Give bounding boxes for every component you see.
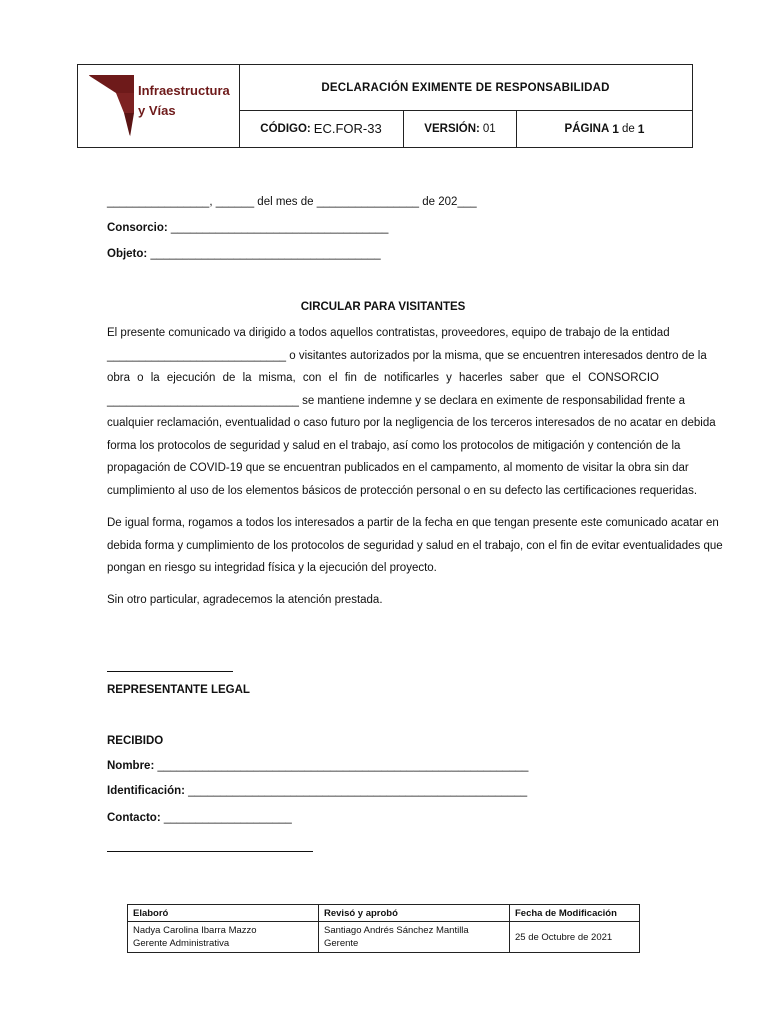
date-line[interactable]: ________________, ______ del mes de ________________ de 202___ xyxy=(107,196,477,208)
signature-line[interactable] xyxy=(107,671,233,672)
paragraph-line: propagación de COVID-19 que se encuentran publicados en el campamento, al momento de visitar la obra sin dar xyxy=(107,462,689,474)
code-value: EC.FOR-33 xyxy=(313,121,382,136)
header-fecha: Fecha de Modificación xyxy=(510,905,640,922)
paragraph-line: ______________________________ se mantiene indemne y se declara en eximente de responsabilidad frente a xyxy=(107,394,685,407)
fecha-cell: 25 de Octubre de 2021 xyxy=(510,922,640,953)
identificacion-blank[interactable]: _____________________________________________________ xyxy=(188,785,528,797)
logo-line-2: y Vías xyxy=(138,103,176,118)
received-signature-line[interactable] xyxy=(107,851,313,852)
paragraph-line: De igual forma, rogamos a todos los interesados a partir de la fecha en que tengan presente este comunicado acatar en xyxy=(107,517,719,529)
page-total: 1 xyxy=(637,121,645,136)
circular-paragraph-2 xyxy=(107,512,723,580)
paragraph-line: pongan en riesgo su integridad física y la ejecución del proyecto. xyxy=(107,562,437,574)
code-label: CÓDIGO: xyxy=(260,122,311,135)
circular-title: CIRCULAR PARA VISITANTES xyxy=(300,301,466,313)
logo-wordmark xyxy=(138,81,230,121)
representative-label: REPRESENTANTE LEGAL xyxy=(107,684,250,696)
objeto-blank[interactable]: ____________________________________ xyxy=(150,248,381,260)
approval-table xyxy=(127,904,640,953)
logo-cell xyxy=(78,65,240,147)
contacto-label: Contacto: xyxy=(107,812,161,824)
version-cell xyxy=(404,110,517,147)
paragraph-line: El presente comunicado va dirigido a todos aquellos contratistas, proveedores, equipo de trabajo de la entidad xyxy=(107,327,670,339)
objeto-field[interactable] xyxy=(107,248,381,260)
consorcio-field[interactable] xyxy=(107,222,388,234)
nombre-field[interactable] xyxy=(107,760,528,772)
circular-paragraph-1 xyxy=(107,322,716,502)
logo-line-1: Infraestructura xyxy=(138,83,230,98)
consorcio-label: Consorcio: xyxy=(107,222,168,234)
paragraph-line: cumplimiento al uso de los elementos básicos de protección personal o en su defecto las certificaciones requeridas. xyxy=(107,484,698,497)
reviso-cell xyxy=(319,922,510,953)
paragraph-line: cualquier reclamación, eventualidad o caso futuro por la negligencia de los terceros interesados de no acatar en debida xyxy=(107,417,716,429)
header-meta-row xyxy=(239,110,692,147)
nombre-blank[interactable]: __________________________________________________________ xyxy=(157,760,529,772)
document-header xyxy=(77,64,693,148)
elaboro-cell xyxy=(128,922,319,953)
document-title: DECLARACIÓN EXIMENTE DE RESPONSABILIDAD xyxy=(239,65,692,111)
header-elaboro: Elaboró xyxy=(128,905,319,922)
circular-paragraph-3: Sin otro particular, agradecemos la atención prestada. xyxy=(107,594,383,606)
header-reviso: Revisó y aprobó xyxy=(319,905,510,922)
paragraph-line: ____________________________ o visitantes autorizados por la misma, que se encuentren interesados dentro de la xyxy=(107,349,707,362)
elaboro-name: Nadya Carolina Ibarra Mazzo xyxy=(133,925,257,936)
paragraph-line: obra o la ejecución de la misma, con el fin de notificarles y hacerles saber que el CONSORCIO xyxy=(107,372,659,384)
page-label: PÁGINA xyxy=(564,122,610,135)
code-cell xyxy=(239,110,404,147)
identificacion-field[interactable] xyxy=(107,785,527,797)
consorcio-blank[interactable]: __________________________________ xyxy=(170,222,389,234)
company-logo-icon xyxy=(86,73,136,139)
page-of: de xyxy=(621,122,635,135)
reviso-role: Gerente xyxy=(324,938,359,949)
table-row xyxy=(128,922,640,953)
elaboro-role: Gerente Administrativa xyxy=(133,938,230,949)
received-label: RECIBIDO xyxy=(107,735,164,747)
paragraph-line: debida forma y cumplimiento de los protocolos de seguridad y salud en el trabajo, con el fin de evitar eventualidades que xyxy=(107,539,723,552)
page-current: 1 xyxy=(612,121,619,136)
nombre-label: Nombre: xyxy=(107,760,155,772)
contacto-field[interactable] xyxy=(107,812,292,824)
table-header-row xyxy=(128,905,640,922)
version-label: VERSIÓN: xyxy=(424,122,480,135)
page-cell xyxy=(517,110,692,147)
paragraph-line: forma los protocolos de seguridad y salud en el trabajo, así como los protocolos de mitigación y contención de la xyxy=(107,439,681,452)
objeto-label: Objeto: xyxy=(107,248,148,260)
contacto-blank[interactable]: ____________________ xyxy=(163,812,292,824)
reviso-name: Santiago Andrés Sánchez Mantilla xyxy=(324,925,469,936)
version-value: 01 xyxy=(482,122,496,135)
identificacion-label: Identificación: xyxy=(107,785,185,797)
